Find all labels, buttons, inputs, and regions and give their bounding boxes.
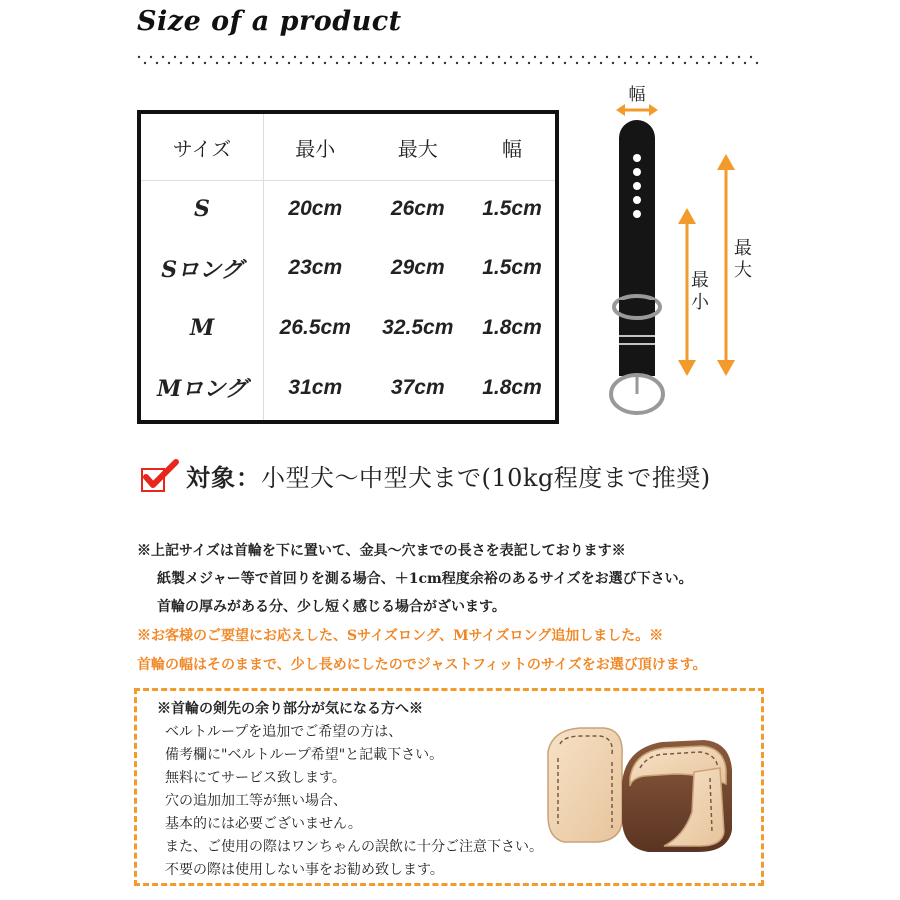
table-row <box>141 301 555 356</box>
target-line <box>140 458 711 493</box>
table-row <box>141 236 555 301</box>
belt-loop-photo <box>534 712 762 856</box>
min-cell: 20cm <box>288 196 343 220</box>
min-cell: 23cm <box>288 256 343 280</box>
note-line-orange: 首輪の幅はそのままで、少し長めにしたのでジャストフィットのサイズをお選び頂けます。 <box>137 657 707 673</box>
table-header-row <box>141 114 555 181</box>
max-cell: 29cm <box>390 256 445 280</box>
table-row <box>141 355 555 420</box>
width-arrow <box>616 104 658 116</box>
header-min: 最小 <box>264 114 367 181</box>
belt-loop-right <box>622 740 732 852</box>
checkmark-icon <box>140 459 180 493</box>
header-max: 最大 <box>367 114 469 181</box>
collar-strap-icon <box>611 120 663 413</box>
size-cell: M <box>141 301 264 356</box>
size-table <box>137 110 559 424</box>
width-cell: 1.8cm <box>482 316 542 340</box>
width-cell: 1.5cm <box>482 196 542 220</box>
collar-diagram <box>590 78 790 428</box>
max-label-char: 最 <box>734 238 752 259</box>
box-line: 備考欄に"ベルトループ希望"と記載下さい。 <box>165 747 444 763</box>
target-label: 対象： <box>186 463 261 492</box>
box-line: また、ご使用の際はワンちゃんの誤飲に十分ご注意下さい。 <box>165 839 543 855</box>
page-title: Size of a product <box>137 6 402 37</box>
box-line: 不要の際は使用しない事をお勧め致します。 <box>165 862 444 878</box>
min-label-char: 最 <box>691 270 709 291</box>
width-cell: 1.5cm <box>482 256 542 280</box>
belt-loop-left <box>548 728 622 842</box>
size-cell: Mロング <box>141 355 264 420</box>
max-cell: 37cm <box>390 375 445 399</box>
dotted-divider <box>137 52 762 70</box>
min-cell: 31cm <box>288 375 343 399</box>
note-line: ※上記サイズは首輪を下に置いて、金具～穴までの長さを表記しております※ <box>137 543 626 559</box>
box-line: 穴の追加加工等が無い場合、 <box>165 793 347 809</box>
target-value: 小型犬～中型犬まで(10kg程度まで推奨) <box>261 464 711 492</box>
max-label-char: 大 <box>734 260 752 281</box>
max-cell: 32.5cm <box>382 316 454 340</box>
note-line: 首輪の厚みがある分、少し短く感じる場合がざいます。 <box>157 599 506 615</box>
table-row <box>141 181 555 237</box>
max-length-arrow <box>717 154 735 376</box>
note-line: 紙製メジャー等で首回りを測る場合、＋1cm程度余裕のあるサイズをお選び下さい。 <box>157 571 693 587</box>
min-label-char: 小 <box>691 292 709 313</box>
note-line-orange: ※お客様のご要望にお応えした、Sサイズロング、Mサイズロング追加しました。※ <box>137 628 664 644</box>
width-cell: 1.8cm <box>482 375 542 399</box>
min-cell: 26.5cm <box>279 316 351 340</box>
header-size: サイズ <box>141 114 264 181</box>
box-line: 無料にてサービス致します。 <box>165 770 346 786</box>
size-cell: S <box>141 181 264 237</box>
header-width: 幅 <box>469 114 555 181</box>
width-label: 幅 <box>628 85 646 105</box>
max-cell: 26cm <box>390 196 445 220</box>
size-cell: Sロング <box>141 236 264 301</box>
box-line: ベルトループを追加でご希望の方は、 <box>165 724 403 740</box>
max-label <box>734 238 752 281</box>
min-label <box>691 270 710 313</box>
box-line: ※首輪の剣先の余り部分が気になる方へ※ <box>157 701 423 717</box>
box-line: 基本的には必要ございません。 <box>165 816 362 832</box>
